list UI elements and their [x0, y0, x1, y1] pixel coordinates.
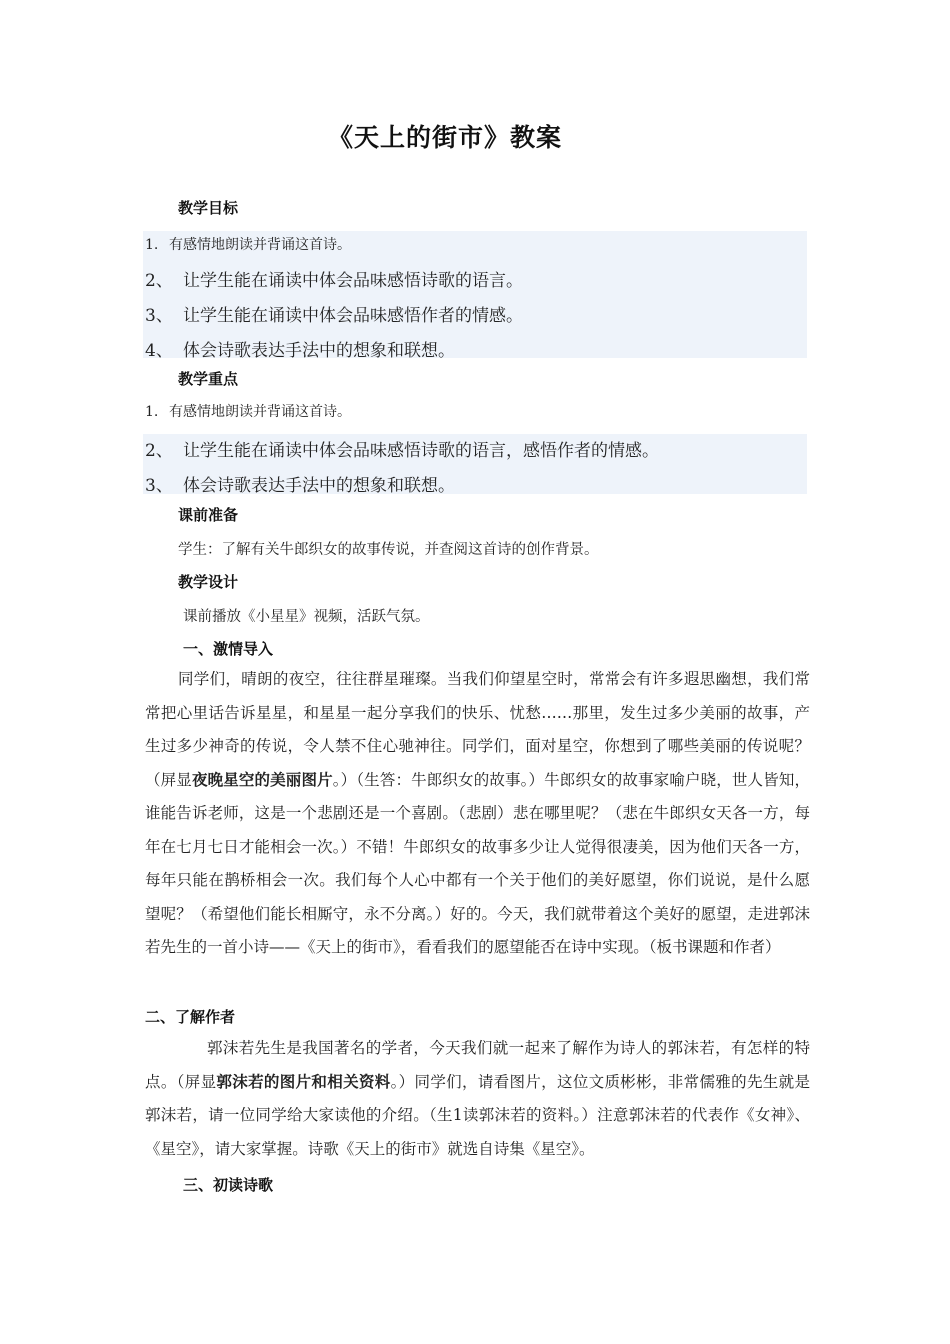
design-text: 课前播放《小星星》视频，活跃气氛。: [183, 609, 430, 625]
section3-heading: 三、初读诗歌: [183, 1176, 274, 1194]
design-heading: 教学设计: [178, 573, 239, 591]
section1-paragraph: 同学们，晴朗的夜空，往往群星璀璨。当我们仰望星空时，常常会有许多遐思幽想，我们常常把心里话告诉星星，和星星一起分享我们的快乐、忧愁……那里，发生过多少美丽的故事，产生过多少神奇的传说，令人禁不住心驰神往。同学们，面对星空，你想到了哪些美丽的传说呢？（屏显夜晚星空的美丽图片。）（生答：牛郎织女的故事。）牛郎织女的故事家喻户晓，世人皆知，谁能告诉老师，这是一个悲剧还是一个喜剧。（悲剧）悲在哪里呢？（悲在牛郎织女天各一方，每年在七月七日才能相会一次。）不错！牛郎织女的故事多少让人觉得很凄美，因为他们天各一方，每年只能在鹊桥相会一次。我们每个人心中都有一个关于他们的美好愿望，你们说说，是什么愿望呢？（希望他们能长相厮守，永不分离。）好的。今天，我们就带着这个美好的愿望，走进郭沫若先生的一首小诗——《天上的街市》，看看我们的愿望能否在诗中实现。（板书课题和作者）: [145, 670, 810, 956]
section2-paragraph: 郭沫若先生是我国著名的学者，今天我们就一起来了解作为诗人的郭沫若，有怎样的特点。（屏显郭沫若的图片和相关资料。）同学们，请看图片，这位文质彬彬，非常儒雅的先生就是郭沫若，请一位同学给大家读他的介绍。（生1读郭沫若的资料。）注意郭沫若的代表作《女神》、《星空》，请大家掌握。诗歌《天上的街市》就选自诗集《星空》。: [145, 1039, 810, 1158]
section1-bold-phrase: 夜晚星空的美丽图片: [191, 770, 333, 789]
goals-item-1: 1. 有感情地朗读并背诵这首诗。: [145, 237, 351, 253]
section2-bold-phrase: 郭沫若的图片和相关资料: [216, 1072, 391, 1091]
focus-item-3: 3、 体会诗歌表达手法中的想象和联想。: [145, 476, 455, 496]
focus-item-2: 2、 让学生能在诵读中体会品味感悟诗歌的语言，感悟作者的情感。: [145, 441, 659, 461]
goals-heading: 教学目标: [178, 199, 239, 217]
section1-heading: 一、激情导入: [183, 640, 274, 658]
prep-heading: 课前准备: [178, 506, 239, 524]
focus-heading: 教学重点: [178, 370, 239, 388]
focus-item-1: 1. 有感情地朗读并背诵这首诗。: [145, 404, 351, 420]
document-title: 《天上的街市》教案: [327, 123, 562, 152]
prep-text: 学生：了解有关牛郎织女的故事传说，并查阅这首诗的创作背景。: [178, 542, 599, 558]
goals-item-2: 2、 让学生能在诵读中体会品味感悟诗歌的语言。: [145, 271, 523, 291]
goals-item-4: 4、 体会诗歌表达手法中的想象和联想。: [145, 341, 455, 361]
goals-item-3: 3、 让学生能在诵读中体会品味感悟作者的情感。: [145, 306, 523, 326]
section2-heading: 二、了解作者: [145, 1008, 236, 1026]
